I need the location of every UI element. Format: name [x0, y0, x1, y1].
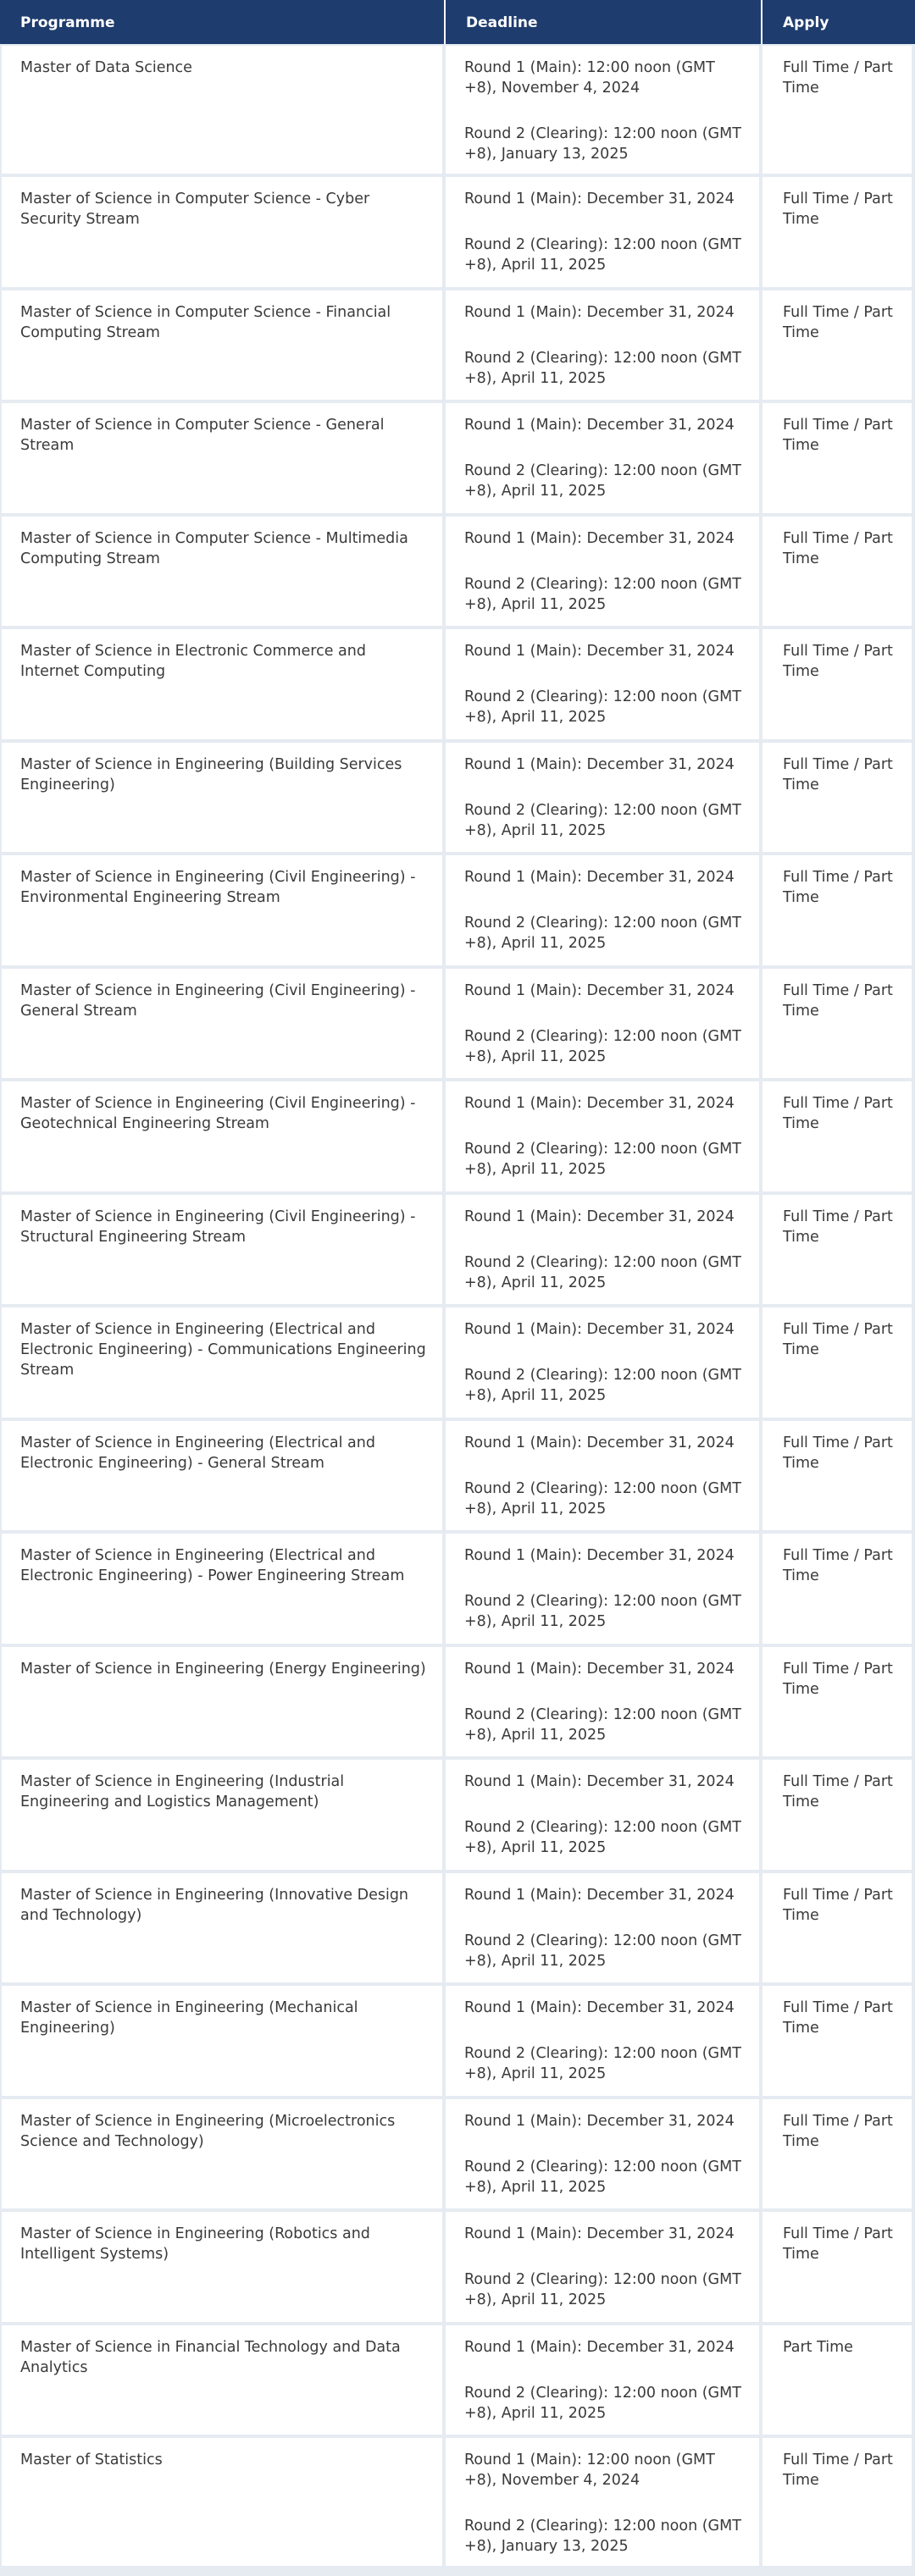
- programme-cell: Master of Science in Engineering (Robotics and Intelligent Systems): [2, 2212, 442, 2322]
- programme-cell: Master of Science in Engineering (Building Services Engineering): [2, 743, 442, 853]
- header-deadline: Deadline: [444, 0, 761, 44]
- apply-cell: [762, 403, 912, 513]
- programme-cell: Master of Science in Engineering (Microelectronics Science and Technology): [2, 2099, 442, 2209]
- deadline-cell: [446, 1873, 759, 1983]
- programme-cell: Master of Science in Engineering (Industrial Engineering and Logistics Management): [2, 1760, 442, 1870]
- deadline-round-1: Round 1 (Main): December 31, 2024: [464, 1773, 735, 1790]
- apply-cell: [762, 1873, 912, 1983]
- apply-mode: Full Time / Part Time: [783, 1434, 893, 1472]
- deadline-cell: [446, 743, 759, 853]
- header-programme: Programme: [20, 14, 115, 31]
- table-row: [0, 46, 915, 177]
- apply-mode: Full Time / Part Time: [783, 191, 893, 228]
- programme-cell: Master of Statistics: [2, 2438, 442, 2566]
- apply-mode: Full Time / Part Time: [783, 1547, 893, 1584]
- table-row: [0, 2325, 915, 2439]
- deadline-cell: [446, 1647, 759, 1757]
- apply-cell: [762, 517, 912, 627]
- deadline-round-2: Round 2 (Clearing): 12:00 noon (GMT +8), April 11, 2025: [464, 688, 741, 726]
- apply-cell: [762, 969, 912, 1079]
- deadline-cell: [446, 177, 759, 287]
- table-header: [0, 0, 915, 44]
- apply-cell: [762, 1647, 912, 1757]
- apply-cell: [762, 2099, 912, 2209]
- deadline-round-1: Round 1 (Main): December 31, 2024: [464, 755, 735, 773]
- deadline-cell: [446, 2099, 759, 2209]
- deadline-round-1: Round 1 (Main): 12:00 noon (GMT +8), November 4, 2024: [464, 59, 715, 97]
- deadline-round-1: Round 1 (Main): December 31, 2024: [464, 529, 735, 547]
- deadline-round-2: Round 2 (Clearing): 12:00 noon (GMT +8), April 11, 2025: [464, 2158, 741, 2196]
- deadline-round-2: Round 2 (Clearing): 12:00 noon (GMT +8), April 11, 2025: [464, 801, 741, 839]
- programme-cell: Master of Science in Computer Science - Cyber Security Stream: [2, 177, 442, 287]
- apply-mode: Full Time / Part Time: [783, 2225, 893, 2263]
- table-row: [0, 403, 915, 517]
- deadline-round-2: Round 2 (Clearing): 12:00 noon (GMT +8), April 11, 2025: [464, 1819, 741, 1856]
- apply-mode: Full Time / Part Time: [783, 981, 893, 1020]
- apply-mode: Full Time / Part Time: [783, 869, 893, 906]
- deadline-round-2: Round 2 (Clearing): 12:00 noon (GMT +8), January 13, 2025: [464, 125, 741, 163]
- table-body: [0, 46, 915, 2569]
- apply-mode: Full Time / Part Time: [783, 643, 893, 680]
- deadline-round-2: Round 2 (Clearing): 12:00 noon (GMT +8), April 11, 2025: [464, 462, 741, 500]
- apply-cell: [762, 855, 912, 965]
- table-row: [0, 1081, 915, 1195]
- deadline-round-1: Round 1 (Main): December 31, 2024: [464, 869, 735, 886]
- table-row: [0, 1647, 915, 1761]
- table-row: [0, 743, 915, 856]
- table-row: [0, 1986, 915, 2099]
- table-row: [0, 1534, 915, 1647]
- deadline-cell: [446, 517, 759, 627]
- apply-mode: Full Time / Part Time: [783, 1886, 893, 1924]
- apply-cell: [762, 290, 912, 401]
- table-row: [0, 1760, 915, 1873]
- programme-cell: Master of Science in Engineering (Civil Engineering) - General Stream: [2, 969, 442, 1079]
- apply-cell: [762, 1195, 912, 1305]
- deadline-round-1: Round 1 (Main): December 31, 2024: [464, 1999, 735, 2016]
- deadline-round-2: Round 2 (Clearing): 12:00 noon (GMT +8), April 11, 2025: [464, 1479, 741, 1517]
- apply-mode: Full Time / Part Time: [783, 2452, 893, 2489]
- deadline-round-1: Round 1 (Main): December 31, 2024: [464, 1886, 735, 1904]
- table-row: [0, 517, 915, 630]
- table-row: [0, 290, 915, 404]
- deadline-cell: [446, 629, 759, 739]
- deadline-round-2: Round 2 (Clearing): 12:00 noon (GMT +8), April 11, 2025: [464, 1141, 741, 1178]
- programme-cell: Master of Science in Engineering (Civil Engineering) - Structural Engineering Stream: [2, 1195, 442, 1305]
- deadline-round-2: Round 2 (Clearing): 12:00 noon (GMT +8), January 13, 2025: [464, 2518, 741, 2555]
- apply-mode: Full Time / Part Time: [783, 529, 893, 567]
- apply-cell: [762, 743, 912, 853]
- table-row: [0, 1307, 915, 1421]
- deadline-round-1: Round 1 (Main): December 31, 2024: [464, 303, 735, 321]
- deadline-round-2: Round 2 (Clearing): 12:00 noon (GMT +8), April 11, 2025: [464, 1027, 741, 1065]
- programme-cell: Master of Science in Computer Science - Multimedia Computing Stream: [2, 517, 442, 627]
- deadline-round-2: Round 2 (Clearing): 12:00 noon (GMT +8), April 11, 2025: [464, 1705, 741, 1744]
- table-row: [0, 1195, 915, 1308]
- deadline-cell: [446, 1081, 759, 1191]
- deadline-cell: [446, 403, 759, 513]
- apply-cell: [762, 46, 912, 174]
- deadline-cell: [446, 1421, 759, 1531]
- programme-cell: Master of Science in Engineering (Electrical and Electronic Engineering) - General Stream: [2, 1421, 442, 1531]
- apply-cell: [762, 177, 912, 287]
- deadline-round-2: Round 2 (Clearing): 12:00 noon (GMT +8), April 11, 2025: [464, 1253, 741, 1291]
- deadline-cell: [446, 290, 759, 401]
- deadline-cell: [446, 46, 759, 174]
- apply-mode: Full Time / Part Time: [783, 755, 893, 793]
- deadline-round-1: Round 1 (Main): December 31, 2024: [464, 2112, 735, 2130]
- deadline-round-2: Round 2 (Clearing): 12:00 noon (GMT +8), April 11, 2025: [464, 236, 741, 274]
- deadline-round-1: Round 1 (Main): December 31, 2024: [464, 1321, 735, 1338]
- apply-cell: [762, 1760, 912, 1870]
- programme-cell: Master of Science in Engineering (Civil Engineering) - Geotechnical Engineering Stream: [2, 1081, 442, 1191]
- deadline-round-1: Round 1 (Main): December 31, 2024: [464, 1208, 735, 1225]
- apply-mode: Full Time / Part Time: [783, 303, 893, 341]
- deadline-cell: [446, 2325, 759, 2435]
- deadline-cell: [446, 2212, 759, 2322]
- deadline-cell: [446, 1986, 759, 2096]
- deadline-cell: [446, 1195, 759, 1305]
- deadline-round-1: Round 1 (Main): December 31, 2024: [464, 417, 735, 434]
- apply-mode: Full Time / Part Time: [783, 1321, 893, 1358]
- deadline-round-1: Round 1 (Main): December 31, 2024: [464, 191, 735, 207]
- deadline-round-2: Round 2 (Clearing): 12:00 noon (GMT +8), April 11, 2025: [464, 1932, 741, 1970]
- deadline-round-2: Round 2 (Clearing): 12:00 noon (GMT +8), April 11, 2025: [464, 349, 741, 387]
- apply-mode: Full Time / Part Time: [783, 2112, 893, 2150]
- programme-cell: Master of Science in Electronic Commerce and Internet Computing: [2, 629, 442, 739]
- table-row: [0, 1873, 915, 1987]
- apply-mode: Full Time / Part Time: [783, 1208, 893, 1246]
- table-row: [0, 2438, 915, 2569]
- apply-mode: Full Time / Part Time: [783, 417, 893, 454]
- deadline-round-1: Round 1 (Main): December 31, 2024: [464, 643, 735, 660]
- header-apply: Apply: [761, 0, 915, 44]
- apply-cell: [762, 2438, 912, 2566]
- programme-cell: Master of Science in Engineering (Electrical and Electronic Engineering) - Communications Engineering Stream: [2, 1307, 442, 1418]
- programme-cell: Master of Science in Computer Science - General Stream: [2, 403, 442, 513]
- deadline-round-2: Round 2 (Clearing): 12:00 noon (GMT +8), April 11, 2025: [464, 915, 741, 952]
- deadline-round-2: Round 2 (Clearing): 12:00 noon (GMT +8), April 11, 2025: [464, 2384, 741, 2422]
- table-row: [0, 629, 915, 743]
- programme-cell: Master of Data Science: [2, 46, 442, 174]
- deadline-cell: [446, 1307, 759, 1418]
- table-row: [0, 855, 915, 969]
- programme-cell: Master of Science in Engineering (Electrical and Electronic Engineering) - Power Engineering Stream: [2, 1534, 442, 1644]
- apply-cell: [762, 2325, 912, 2435]
- deadline-round-2: Round 2 (Clearing): 12:00 noon (GMT +8), April 11, 2025: [464, 1593, 741, 1630]
- deadline-cell: [446, 2438, 759, 2566]
- programme-cell: Master of Science in Engineering (Energy Engineering): [2, 1647, 442, 1757]
- deadline-cell: [446, 1760, 759, 1870]
- apply-cell: [762, 1307, 912, 1418]
- deadline-cell: [446, 1534, 759, 1644]
- deadline-round-2: Round 2 (Clearing): 12:00 noon (GMT +8), April 11, 2025: [464, 575, 741, 613]
- table-row: [0, 2212, 915, 2325]
- apply-mode: Full Time / Part Time: [783, 1095, 893, 1132]
- apply-mode: Full Time / Part Time: [783, 59, 893, 97]
- deadline-round-1: Round 1 (Main): December 31, 2024: [464, 1095, 735, 1112]
- deadline-round-1: Round 1 (Main): 12:00 noon (GMT +8), November 4, 2024: [464, 2452, 715, 2489]
- programme-cell: Master of Science in Financial Technology and Data Analytics: [2, 2325, 442, 2435]
- apply-cell: [762, 2212, 912, 2322]
- deadline-round-1: Round 1 (Main): December 31, 2024: [464, 1434, 735, 1451]
- programme-cell: Master of Science in Engineering (Civil Engineering) - Environmental Engineering Stream: [2, 855, 442, 965]
- programme-cell: Master of Science in Computer Science - Financial Computing Stream: [2, 290, 442, 401]
- apply-cell: [762, 1534, 912, 1644]
- deadline-round-1: Round 1 (Main): December 31, 2024: [464, 1547, 735, 1564]
- table-row: [0, 1421, 915, 1534]
- apply-mode: Full Time / Part Time: [783, 1999, 893, 2037]
- table-row: [0, 2099, 915, 2213]
- apply-cell: [762, 1986, 912, 2096]
- deadline-cell: [446, 855, 759, 965]
- apply-mode: Full Time / Part Time: [783, 1773, 893, 1810]
- programme-cell: Master of Science in Engineering (Innovative Design and Technology): [2, 1873, 442, 1983]
- programme-cell: Master of Science in Engineering (Mechanical Engineering): [2, 1986, 442, 2096]
- deadline-round-2: Round 2 (Clearing): 12:00 noon (GMT +8), April 11, 2025: [464, 2045, 741, 2082]
- deadline-round-2: Round 2 (Clearing): 12:00 noon (GMT +8), April 11, 2025: [464, 2271, 741, 2308]
- deadline-round-1: Round 1 (Main): December 31, 2024: [464, 1660, 735, 1678]
- apply-cell: [762, 1421, 912, 1531]
- deadline-round-1: Round 1 (Main): December 31, 2024: [464, 981, 735, 999]
- deadline-round-2: Round 2 (Clearing): 12:00 noon (GMT +8), April 11, 2025: [464, 1367, 741, 1404]
- table-row: [0, 177, 915, 290]
- apply-mode: Part Time: [783, 2338, 853, 2356]
- apply-cell: [762, 629, 912, 739]
- table-row: [0, 969, 915, 1082]
- deadline-round-1: Round 1 (Main): December 31, 2024: [464, 2338, 735, 2356]
- apply-cell: [762, 1081, 912, 1191]
- deadline-round-1: Round 1 (Main): December 31, 2024: [464, 2225, 735, 2242]
- deadline-cell: [446, 969, 759, 1079]
- apply-mode: Full Time / Part Time: [783, 1660, 893, 1698]
